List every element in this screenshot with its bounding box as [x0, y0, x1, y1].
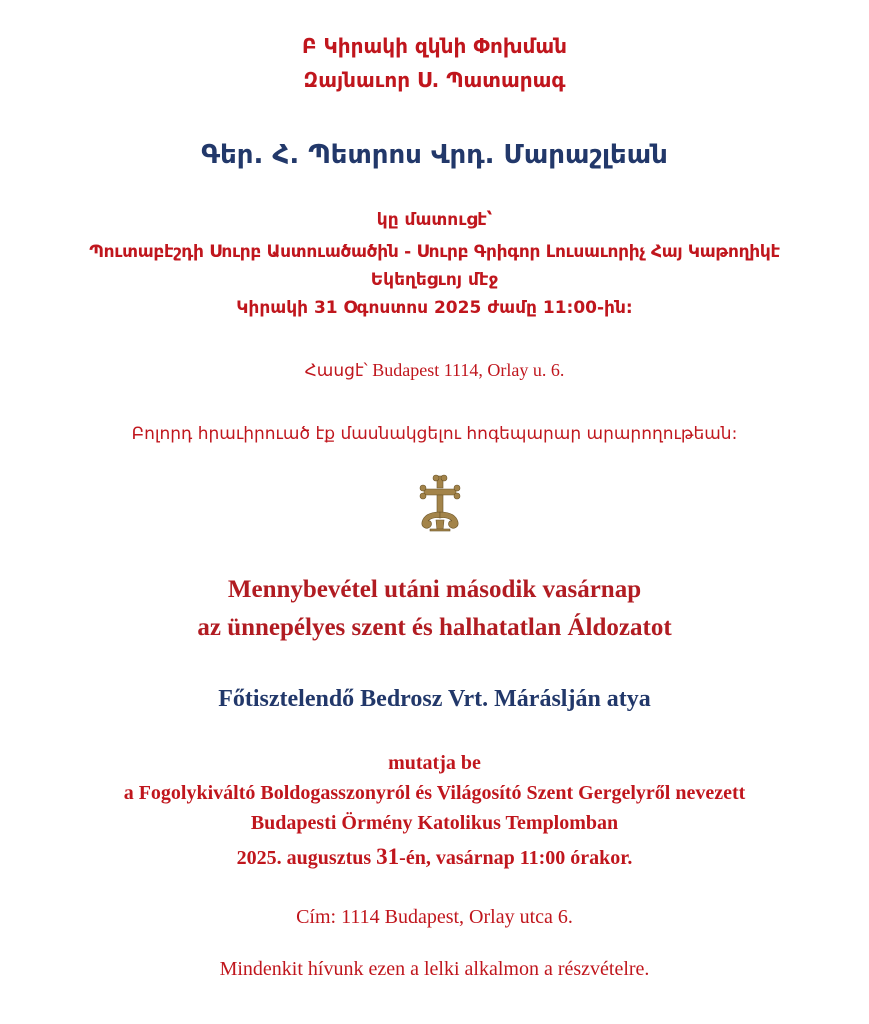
hungarian-date-day: 31: [376, 844, 400, 869]
armenian-church-line2: Եկեղեցւոյ մէջ: [370, 270, 499, 290]
armenian-church-line1: Պուտաբէշդի Սուրբ Աստուածածին - Սուրբ Գրիգոր Լուսաւորիչ Հայ Կաթողիկէ: [89, 242, 780, 262]
armenian-invitation: Բոլորդ հրաւիրուած էք մասնակցելու հոգեպարար արարողութեան:: [131, 424, 738, 444]
hungarian-title-line2: az ünnepélyes szent és halhatatlan Áldozatot: [197, 614, 672, 641]
armenian-celebrant: Գեր. Հ. Պետրոս Վրդ. Մարաշլեան: [201, 140, 668, 170]
hungarian-title-line1: Mennybevétel utáni második vasárnap: [227, 576, 642, 603]
armenian-title-line2: Զայնաւոր Ս. Պատարագ: [303, 68, 566, 92]
armenian-address-label: Հասցէ՝: [304, 361, 368, 381]
armenian-title-line1: Բ Կիրակի զկնի Փոխման: [301, 34, 567, 58]
hungarian-celebrant: Főtisztelendő Bedrosz Vrt. Máráslján atya: [218, 686, 651, 712]
hungarian-address: Cím: 1114 Budapest, Orlay utca 6.: [296, 906, 573, 928]
hungarian-date-prefix: 2025. augusztus: [236, 847, 377, 869]
armenian-address: [0, 360, 869, 381]
hungarian-date-suffix: -én, vasárnap 11:00 órakor.: [399, 847, 633, 869]
armenian-cross-icon: [418, 474, 462, 532]
armenian-datetime: Կիրակի 31 Օգոստոս 2025 ժամը 11:00-ին:: [236, 298, 633, 318]
armenian-address-value: Budapest 1114, Orlay u. 6.: [372, 360, 565, 380]
hungarian-offers: mutatja be: [388, 752, 481, 774]
hungarian-church-line2: Budapesti Örmény Katolikus Templomban: [250, 812, 619, 834]
hungarian-date: [0, 844, 869, 870]
hungarian-invitation: Mindenkit hívunk ezen a lelki alkalmon a részvételre.: [219, 958, 650, 980]
armenian-offers: կը մատուցէ՝: [376, 210, 493, 230]
hungarian-church-line1: a Fogolykiváltó Boldogasszonyról és Világosító Szent Gergelyről nevezett: [123, 782, 746, 804]
